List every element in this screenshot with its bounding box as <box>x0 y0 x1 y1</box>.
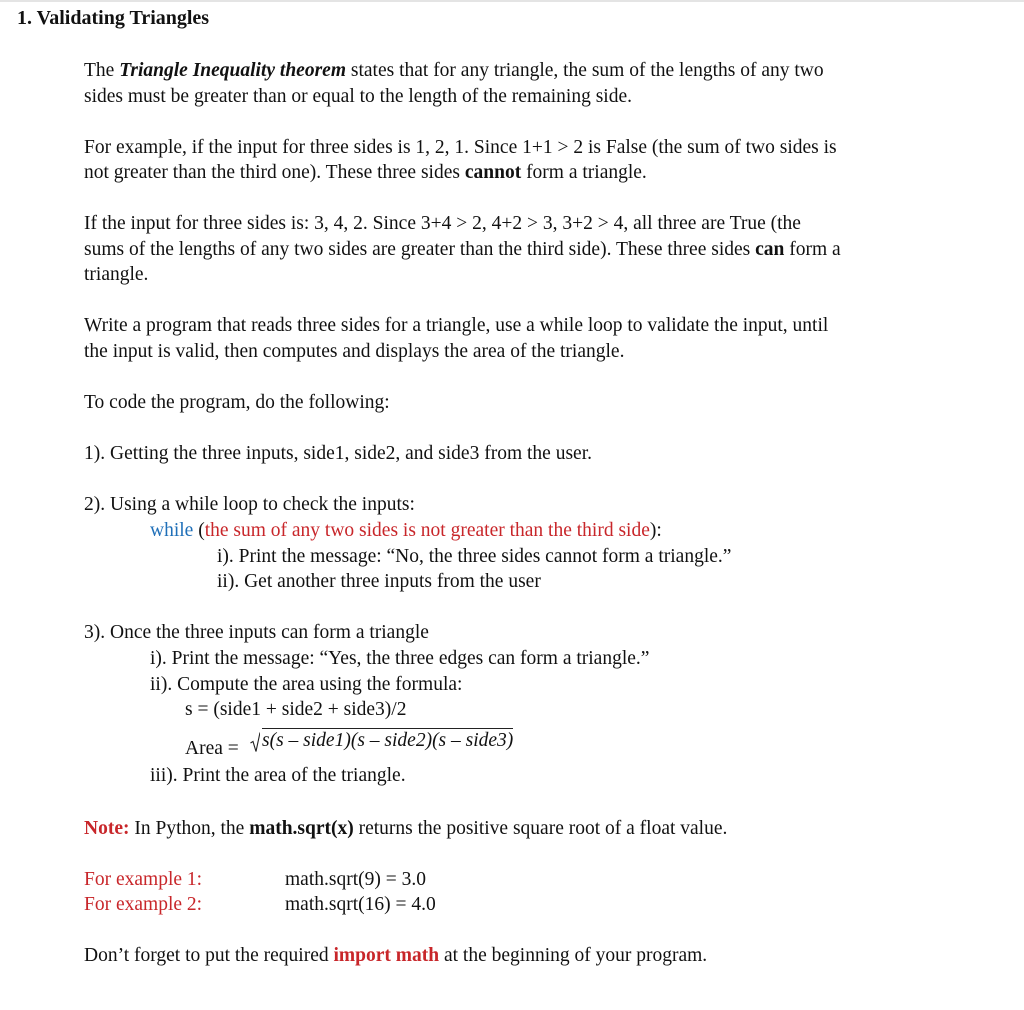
intro-post: states that for any triangle, the sum of the lengths of any two <box>346 60 824 81</box>
step-3-i: i). Print the message: “Yes, the three edges can form a triangle.” <box>150 648 650 669</box>
step-3-iii: iii). Print the area of the triangle. <box>150 765 406 786</box>
instructions-intro: To code the program, do the following: <box>84 392 390 413</box>
step-2-ii: ii). Get another three inputs from the user <box>217 571 541 592</box>
example-true-line-2 <box>84 237 841 263</box>
cannot-bold: cannot <box>464 162 522 183</box>
import-math-keyword: import math <box>333 945 440 966</box>
example-true-line-1: If the input for three sides is: 3, 4, 2. Since 3+4 > 2, 4+2 > 3, 3+2 > 4, all three are True (the <box>84 213 801 234</box>
example-false-pre: not greater than the third one). These three sides <box>84 162 465 183</box>
note-func: math.sqrt(x) <box>249 818 354 839</box>
example-true-pre: sums of the lengths of any two sides are greater than the third side). These three sides <box>84 239 756 260</box>
note-post: returns the positive square root of a float value. <box>353 818 728 839</box>
task-line-1: Write a program that reads three sides for a triangle, use a while loop to validate the input, until <box>84 315 829 336</box>
page-title: 1. Validating Triangles <box>17 7 210 29</box>
task-line-2: the input is valid, then computes and displays the area of the triangle. <box>84 341 625 362</box>
final-post: at the beginning of your program. <box>439 945 708 966</box>
while-condition <box>150 518 662 544</box>
area-label: Area = <box>185 738 239 759</box>
example-2-code: math.sqrt(16) = 4.0 <box>285 894 436 915</box>
intro-line-1 <box>84 58 824 84</box>
cond-open: ( <box>193 520 205 541</box>
example-2-label: For example 2: <box>84 894 203 915</box>
step-2-title: 2). Using a while loop to check the inputs: <box>84 494 415 515</box>
while-condition-text: the sum of any two sides is not greater than the third side <box>204 520 650 541</box>
theorem-term: Triangle Inequality theorem <box>119 60 346 81</box>
step-2-i: i). Print the message: “No, the three sides cannot form a triangle.” <box>217 546 732 567</box>
note-line <box>84 816 727 842</box>
example-false-line-1: For example, if the input for three sides is 1, 2, 1. Since 1+1 > 2 is False (the sum of two sides is <box>84 137 837 158</box>
example-true-line-3: triangle. <box>84 264 149 285</box>
cond-close: ): <box>649 520 662 541</box>
example-false-line-2 <box>84 160 647 186</box>
note-label: Note: <box>84 818 130 839</box>
step-3-title: 3). Once the three inputs can form a triangle <box>84 622 429 643</box>
example-1-label: For example 1: <box>84 869 203 890</box>
s-formula: s = (side1 + side2 + side3)/2 <box>185 699 407 720</box>
intro-pre: The <box>84 60 120 81</box>
example-true-post: form a <box>784 239 841 260</box>
example-1-code: math.sqrt(9) = 3.0 <box>285 869 426 890</box>
top-divider <box>0 0 1024 2</box>
while-keyword: while <box>150 520 194 541</box>
final-pre: Don’t forget to put the required <box>84 945 334 966</box>
step-3-ii: ii). Compute the area using the formula: <box>150 674 463 695</box>
can-bold: can <box>755 239 785 260</box>
area-radicand: s(s – side1)(s – side2)(s – side3) <box>262 730 514 751</box>
square-root-icon <box>250 732 260 752</box>
example-false-post: form a triangle. <box>521 162 647 183</box>
note-pre: In Python, the <box>129 818 250 839</box>
intro-line-2: sides must be greater than or equal to the length of the remaining side. <box>84 86 633 107</box>
final-reminder <box>84 943 707 969</box>
step-1: 1). Getting the three inputs, side1, side2, and side3 from the user. <box>84 443 592 464</box>
